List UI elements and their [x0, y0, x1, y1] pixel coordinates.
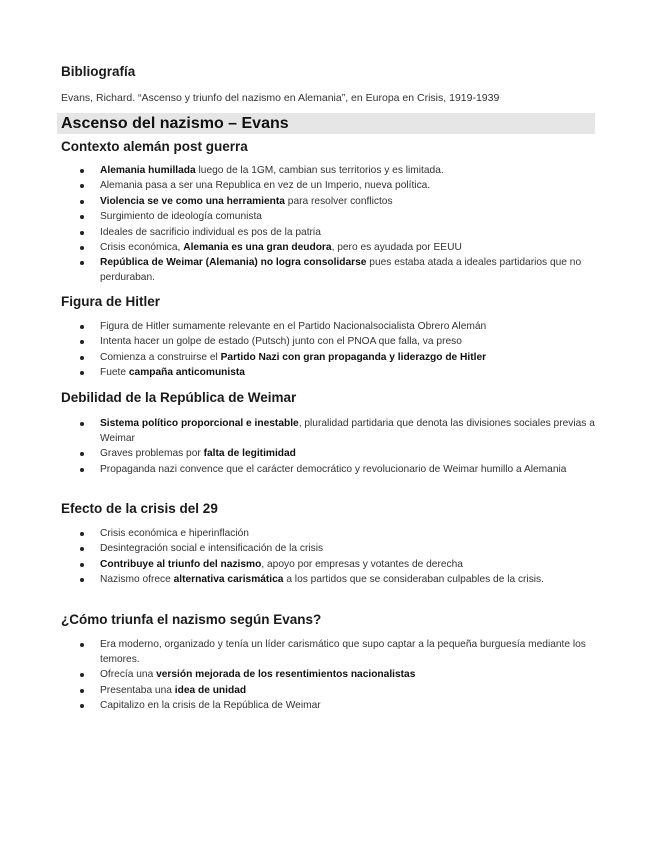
list-item: Presentaba una idea de unidad: [78, 684, 598, 699]
section-heading: Contexto alemán post guerra: [61, 139, 248, 154]
list-item: Figura de Hitler sumamente relevante en el Partido Nacionalsocialista Obrero Alemán: [78, 320, 598, 335]
list-item: Fuete campaña anticomunista: [78, 366, 598, 381]
list-item: Capitalizo en la crisis de la República de Weimar: [78, 699, 598, 714]
list-item: República de Weimar (Alemania) no logra consolidarse pues estaba atada a ideales partidarios que no perduraban.: [78, 256, 598, 286]
list-item: Violencia se ve como una herramienta para resolver conflictos: [78, 195, 598, 210]
list-item: Sistema político proporcional e inestable, pluralidad partidaria que denota las divisiones sociales previas a Weimar: [78, 417, 598, 447]
section-heading: Efecto de la crisis del 29: [61, 501, 218, 516]
list-item: Surgimiento de ideología comunista: [78, 210, 598, 225]
section-list: [78, 164, 598, 287]
bibliography-reference: Evans, Richard. “Ascenso y triunfo del nazismo en Alemania”, en Europa en Crisis, 1919-1939: [61, 92, 500, 104]
list-item: Ideales de sacrificio individual es pos de la patria: [78, 226, 598, 241]
list-item: Ofrecía una versión mejorada de los resentimientos nacionalistas: [78, 668, 598, 683]
section-heading: ¿Cómo triunfa el nazismo según Evans?: [61, 612, 322, 627]
section-list: [78, 638, 598, 714]
list-item: Alemania humillada luego de la 1GM, cambian sus territorios y es limitada.: [78, 164, 598, 179]
list-item: Graves problemas por falta de legitimidad: [78, 447, 598, 462]
section-list: [78, 527, 598, 589]
list-item: Contribuye al triunfo del nazismo, apoyo por empresas y votantes de derecha: [78, 558, 598, 573]
section-list: [78, 417, 598, 478]
section-heading: Debilidad de la República de Weimar: [61, 390, 297, 405]
list-item: Crisis económica e hiperinflación: [78, 527, 598, 542]
bibliography-heading: Bibliografía: [61, 64, 136, 79]
list-item: Crisis económica, Alemania es una gran deudora, pero es ayudada por EEUU: [78, 241, 598, 256]
list-item: Intenta hacer un golpe de estado (Putsch) junto con el PNOA que falla, va preso: [78, 335, 598, 350]
list-item: Nazismo ofrece alternativa carismática a los partidos que se consideraban culpables de la crisis.: [78, 573, 598, 588]
list-item: Desintegración social e intensificación de la crisis: [78, 542, 598, 557]
list-item: Comienza a construirse el Partido Nazi con gran propaganda y liderazgo de Hitler: [78, 351, 598, 366]
section-heading: Figura de Hitler: [61, 294, 161, 309]
document-title: Ascenso del nazismo – Evans: [61, 115, 289, 132]
list-item: Propaganda nazi convence que el carácter democrático y revolucionario de Weimar humillo a Alemania: [78, 463, 598, 478]
list-item: Alemania pasa a ser una Republica en vez de un Imperio, nueva política.: [78, 179, 598, 194]
section-list: [78, 320, 598, 382]
list-item: Era moderno, organizado y tenía un líder carismático que supo captar a la pequeña burguesía mediante los temores.: [78, 638, 598, 668]
